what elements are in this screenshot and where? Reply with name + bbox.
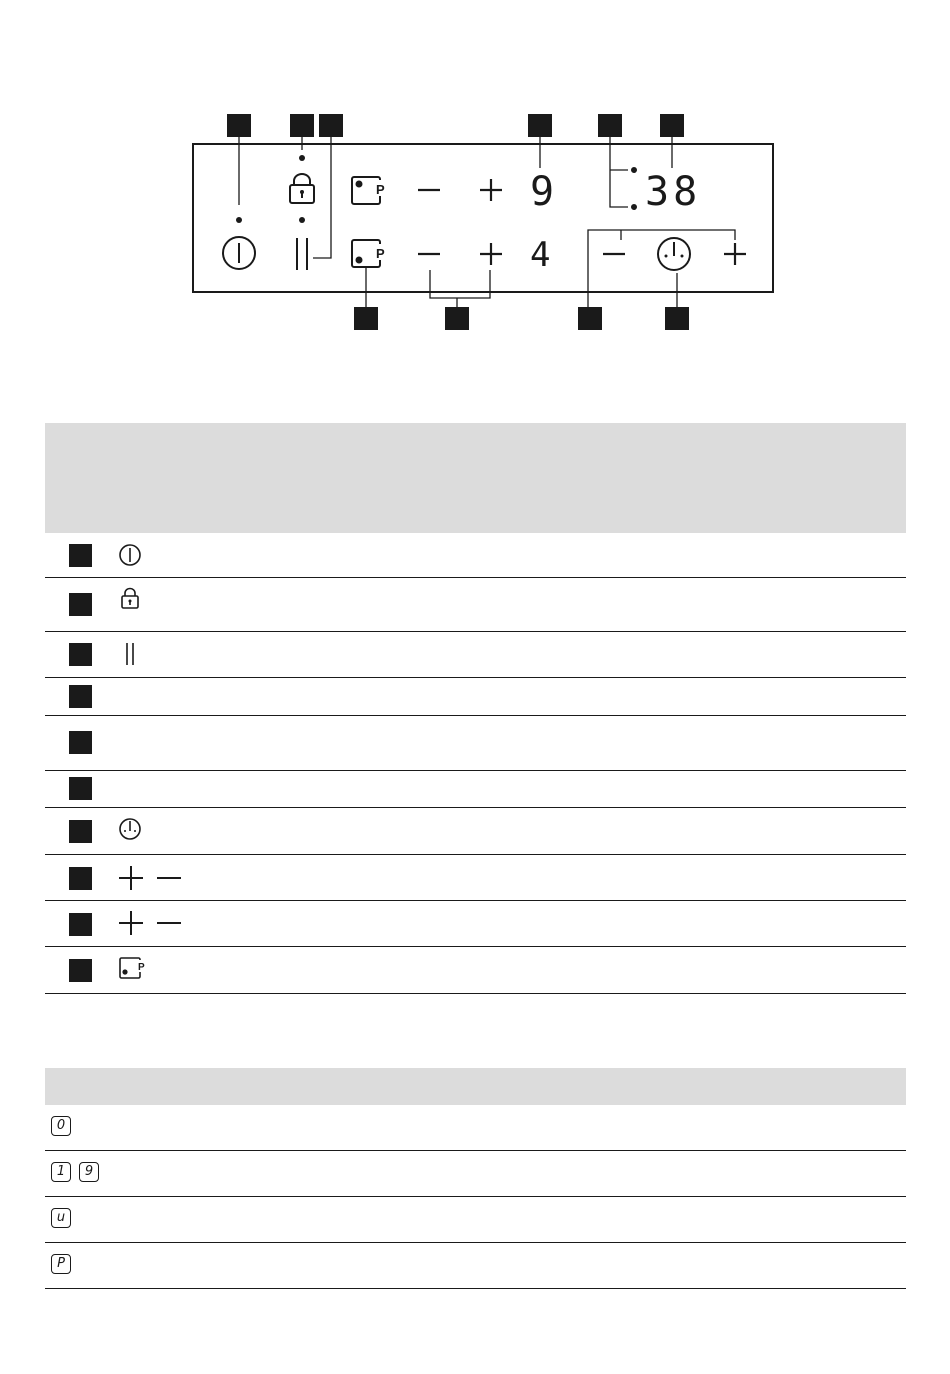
table-row <box>45 1105 906 1151</box>
row-number-square <box>69 867 92 890</box>
row-number-square <box>69 959 92 982</box>
table-row <box>45 947 906 994</box>
callout-4 <box>528 114 552 137</box>
table-row <box>45 678 906 716</box>
operating-elements-table <box>45 423 906 994</box>
lock-button[interactable] <box>290 174 314 203</box>
table-header <box>45 423 906 533</box>
table-header <box>45 1068 906 1105</box>
row-number-square <box>69 913 92 936</box>
powerslide-upper-label: P <box>376 182 385 197</box>
row-number-square <box>69 593 92 616</box>
row-number-square <box>69 544 92 567</box>
table-row <box>45 808 906 855</box>
powerslide-icon-label: P <box>138 962 145 973</box>
heat-setting-display-upper: 9 <box>530 169 555 215</box>
row-number-square <box>69 731 92 754</box>
callout-1 <box>227 114 251 137</box>
powerslide-lower-label: P <box>376 246 385 261</box>
timer-icon <box>117 816 143 842</box>
callout-8 <box>578 307 602 330</box>
stopgo-indicator-dot <box>299 217 305 223</box>
powerslide-upper-button[interactable] <box>352 177 388 204</box>
callout-3 <box>319 114 343 137</box>
display-digit-box: P <box>51 1254 71 1274</box>
table-row <box>45 533 906 578</box>
table-row <box>45 855 906 901</box>
powerslide-lower-button[interactable] <box>352 240 388 267</box>
display-digit-box: 0 <box>51 1116 71 1136</box>
callout-6 <box>660 114 684 137</box>
panel-outline <box>193 144 773 292</box>
plus-lower-button[interactable] <box>480 243 502 265</box>
plus-minus-icon <box>117 910 187 936</box>
timer-lower-dot <box>631 204 637 210</box>
power-indicator-dot <box>236 217 242 223</box>
table-row <box>45 716 906 771</box>
callout-2 <box>290 114 314 137</box>
lock-icon <box>117 586 143 612</box>
power-icon <box>117 542 143 568</box>
callout-5 <box>598 114 622 137</box>
table-row <box>45 1151 906 1197</box>
lock-indicator-dot <box>299 155 305 161</box>
display-digit-box: 1 <box>51 1162 71 1182</box>
display-digit-box: 9 <box>79 1162 99 1182</box>
stopgo-icon <box>117 641 143 667</box>
callout-9 <box>445 307 469 330</box>
control-panel-diagram <box>0 0 950 360</box>
table-row <box>45 632 906 678</box>
table-row <box>45 771 906 808</box>
callout-10 <box>354 307 378 330</box>
stopgo-button[interactable] <box>297 238 307 270</box>
heat-setting-display-lower: 4 <box>530 235 551 275</box>
row-number-square <box>69 820 92 843</box>
display-table <box>45 1068 906 1289</box>
table-row <box>45 1243 906 1289</box>
power-button[interactable] <box>223 237 255 269</box>
row-number-square <box>69 643 92 666</box>
timer-display: 38 <box>645 169 702 215</box>
table-row <box>45 578 906 632</box>
plus-upper-button[interactable] <box>480 179 502 201</box>
row-number-square <box>69 685 92 708</box>
powerslide-icon <box>117 956 151 982</box>
table-row <box>45 901 906 947</box>
display-digit-box: u <box>51 1208 71 1228</box>
timer-plus-button[interactable] <box>724 243 746 265</box>
plus-minus-icon <box>117 865 187 891</box>
row-number-square <box>69 777 92 800</box>
timer-button[interactable] <box>658 238 690 270</box>
timer-upper-dot <box>631 167 637 173</box>
table-row <box>45 1197 906 1243</box>
callout-7 <box>665 307 689 330</box>
